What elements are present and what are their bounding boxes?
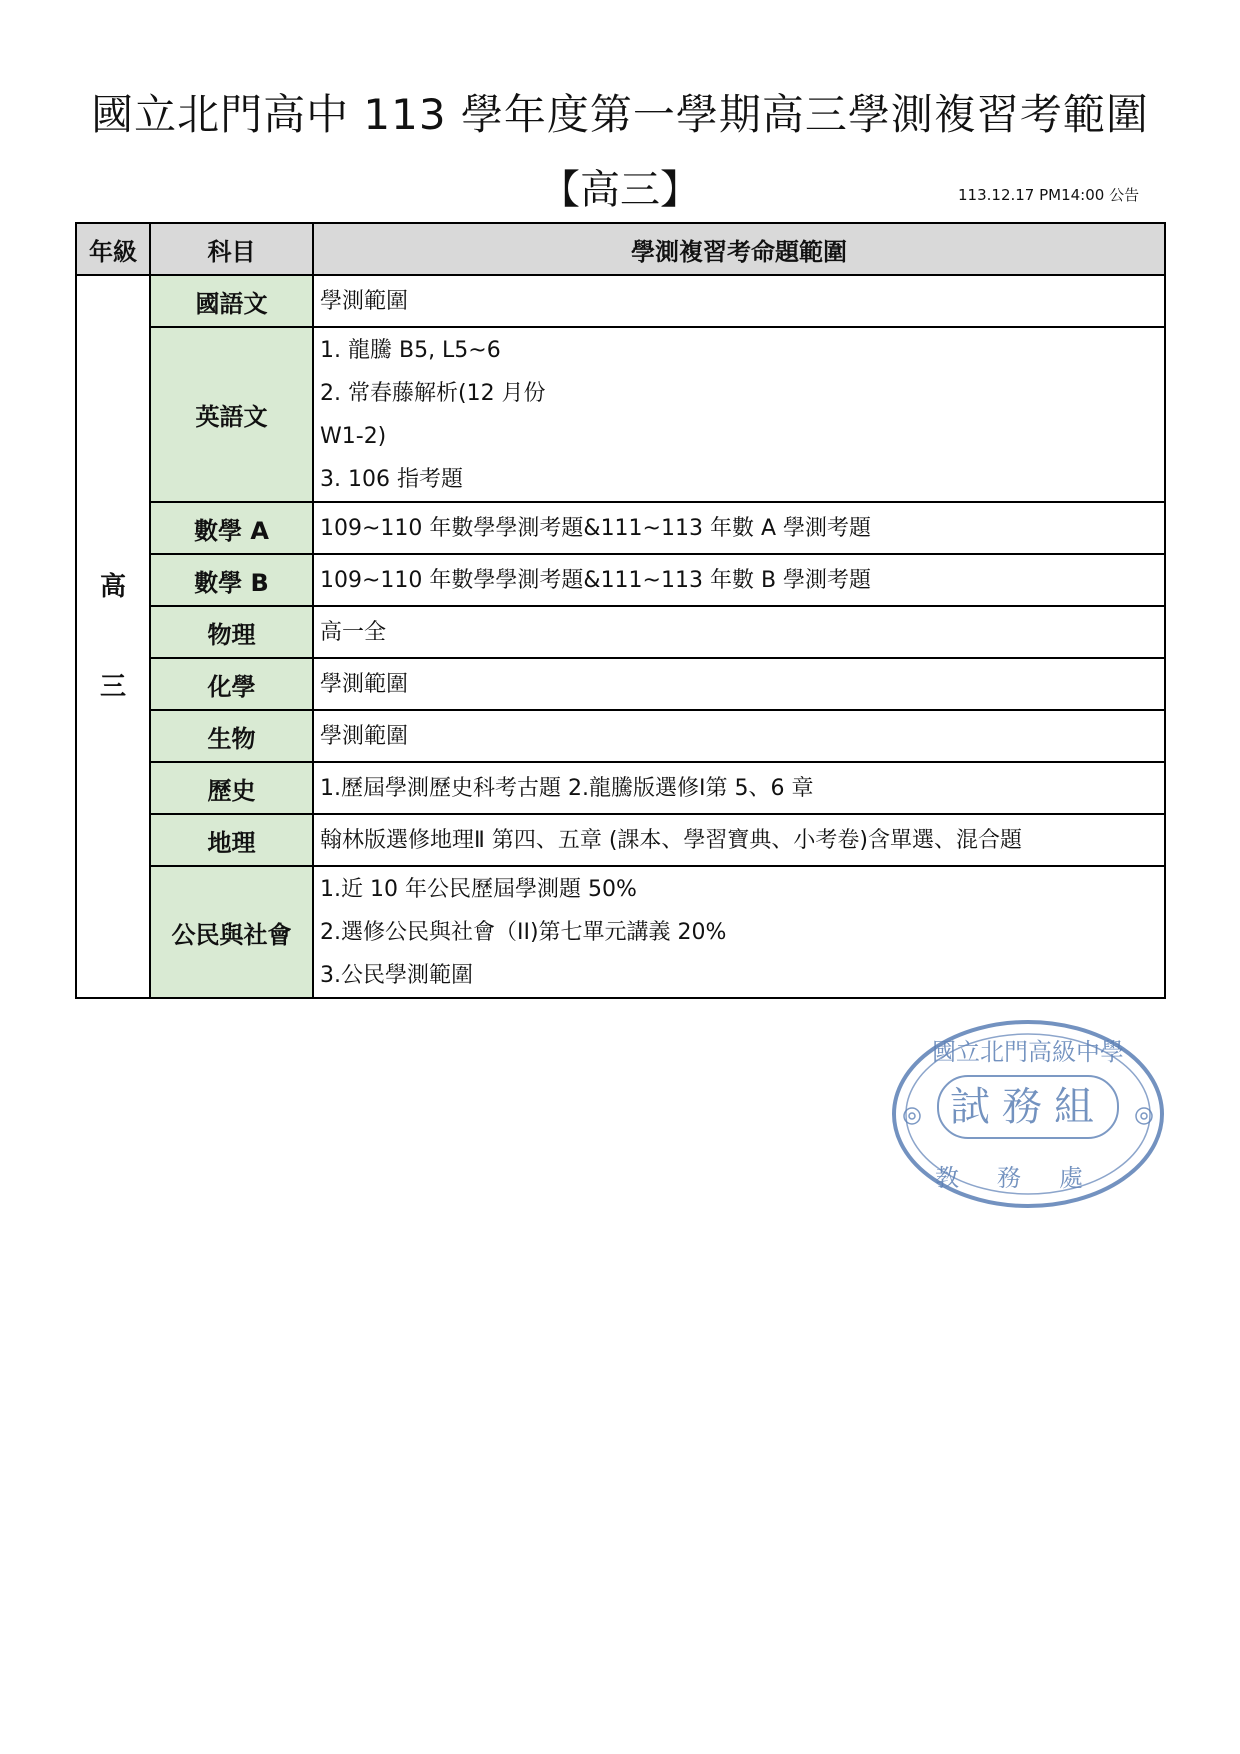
subject-cell: 化學 [150,658,313,710]
subject-cell: 生物 [150,710,313,762]
range-line: 翰林版選修地理Ⅱ 第四、五章 (課本、學習寶典、小考卷)含單選、混合題 [320,827,1022,853]
subject-cell: 歷史 [150,762,313,814]
range-line: 學測範圍 [320,671,409,697]
range-cell [313,762,1165,814]
range-cell [313,658,1165,710]
range-cell [313,866,1165,998]
header-subject: 科目 [150,223,313,275]
range-line: 1. 龍騰 B5, L5~6 [320,337,501,363]
subject-cell: 物理 [150,606,313,658]
exam-range-table [75,222,1166,999]
range-cell [313,327,1165,502]
grade-char-2: 三 [99,671,126,702]
grade-cell [76,275,150,998]
range-line: 1.近 10 年公民歷屆學測題 50% [320,876,637,902]
seal-bottom-text: 教務處 [935,1164,1121,1192]
subject-cell: 數學 B [150,554,313,606]
range-line: 2.選修公民與社會（II)第七單元講義 20% [320,919,727,945]
range-line: 2. 常春藤解析(12 月份 [320,380,546,406]
header-range: 學測複習考命題範圍 [313,223,1165,275]
document-subtitle: 【高三】 [540,167,700,213]
document-title: 國立北門高中 113 學年度第一學期高三學測複習考範圍 [91,90,1149,139]
seal-center-text: 試務組 [950,1084,1106,1130]
range-line: 3.公民學測範圍 [320,962,473,988]
seal-outer-text: 國立北門高級中學 [932,1038,1124,1066]
range-line: 1.歷屆學測歷史科考古題 2.龍騰版選修Ⅰ第 5、6 章 [320,775,814,801]
range-line: 109~110 年數學學測考題&111~113 年數 B 學測考題 [320,567,872,593]
range-line: 3. 106 指考題 [320,466,463,492]
announcement-date: 113.12.17 PM14:00 公告 [958,186,1140,204]
subject-cell: 數學 A [150,502,313,554]
range-line: 109~110 年數學學測考題&111~113 年數 A 學測考題 [320,515,872,541]
range-line: 高一全 [320,619,387,645]
grade-char-1: 高 [99,571,126,602]
subject-cell: 公民與社會 [150,866,313,998]
range-line: W1-2) [320,423,387,449]
range-cell [313,275,1165,327]
range-cell [313,606,1165,658]
header-grade: 年級 [76,223,150,275]
subject-cell: 國語文 [150,275,313,327]
official-seal-stamp [888,1016,1168,1212]
range-cell [313,502,1165,554]
subject-cell: 英語文 [150,327,313,502]
range-cell [313,710,1165,762]
range-cell [313,554,1165,606]
range-cell [313,814,1165,866]
range-line: 學測範圍 [320,288,409,314]
range-line: 學測範圍 [320,723,409,749]
subject-cell: 地理 [150,814,313,866]
